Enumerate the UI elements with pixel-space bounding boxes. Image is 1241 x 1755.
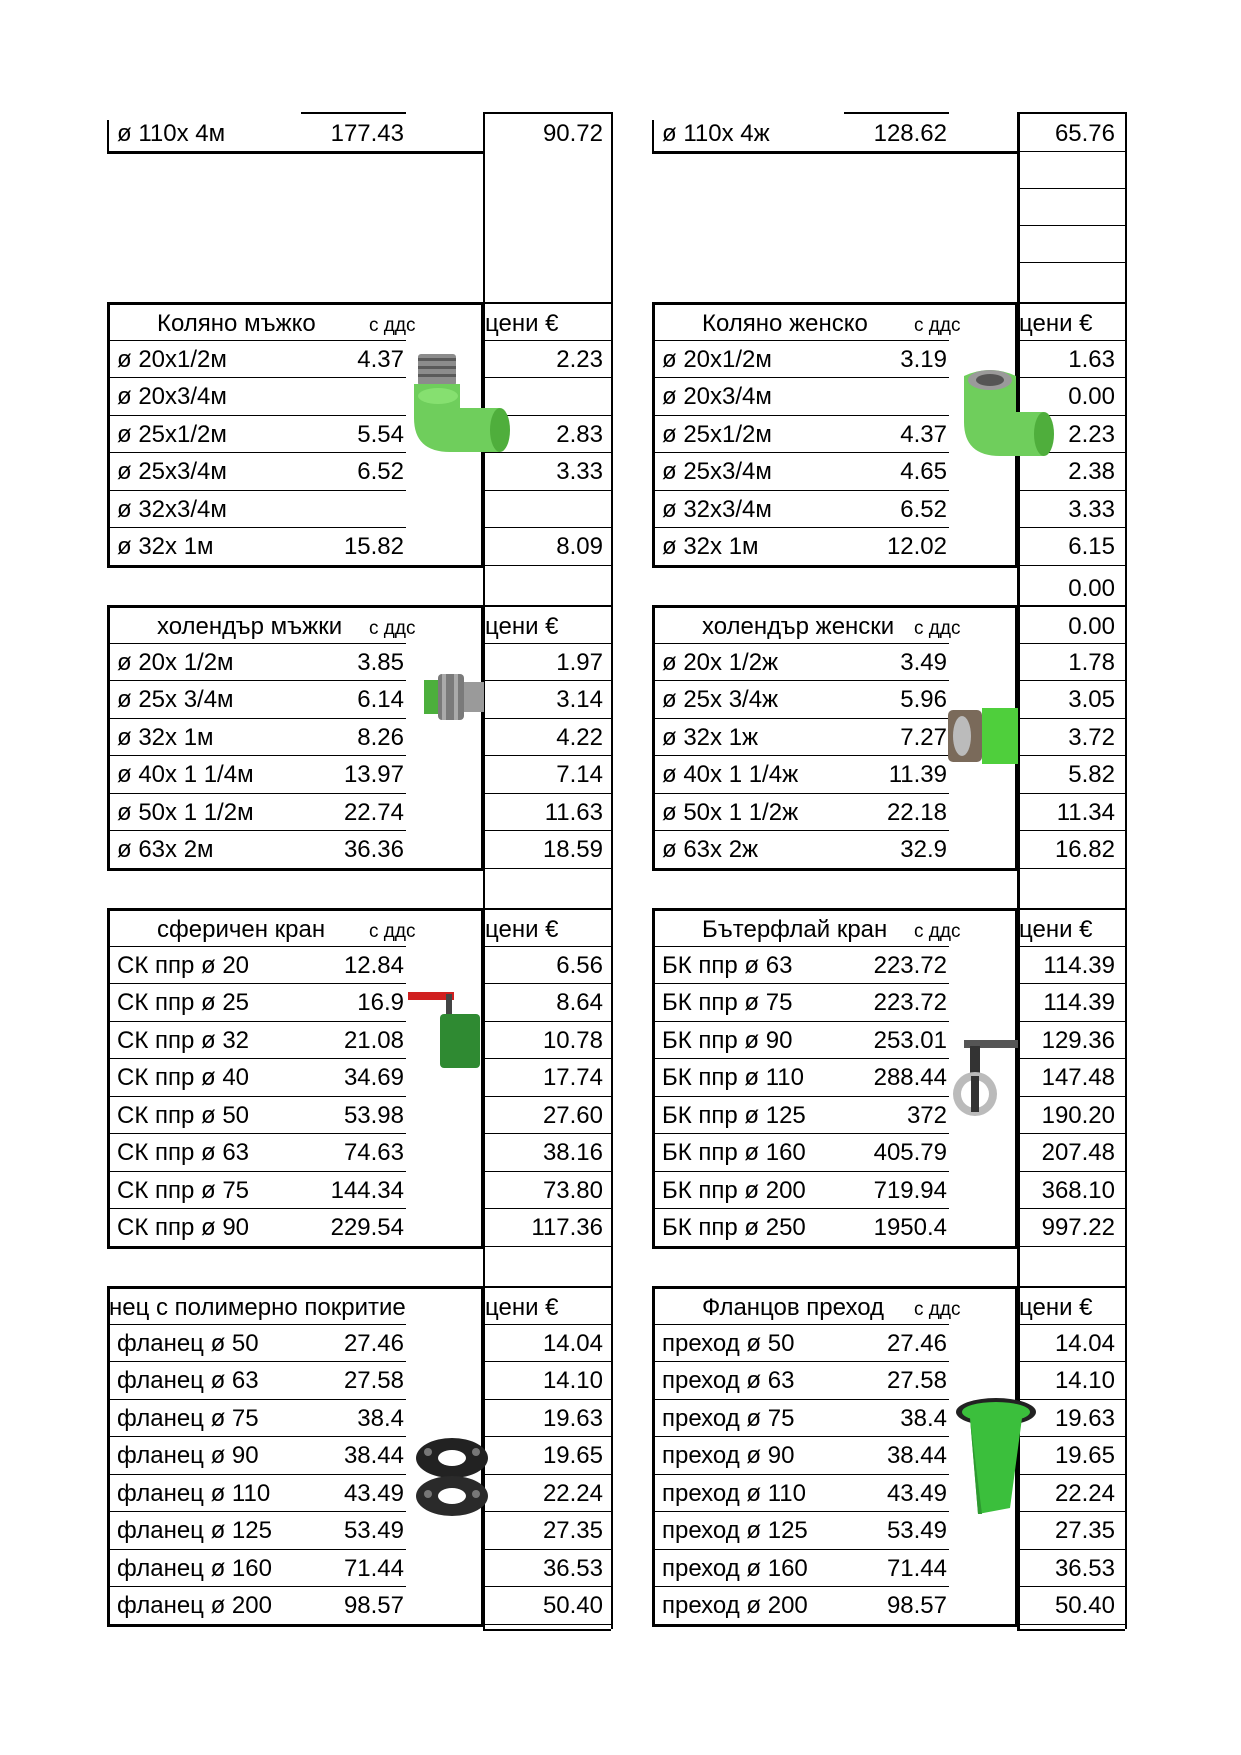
item-name: БК ппр ø 63 (662, 951, 793, 979)
price-eur: 1.78 (1068, 648, 1115, 676)
item-name: ø 20х1/2м (117, 345, 227, 373)
price-bgn: 53.49 (343, 1517, 404, 1544)
price-eur: 207.48 (1041, 1139, 1115, 1166)
item-name: ø 32х 1м (662, 533, 759, 560)
item-name: БК ппр ø 90 (662, 1026, 793, 1054)
price-eur: 2.23 (556, 345, 603, 373)
price-eur: 90.72 (542, 120, 603, 147)
vat-label: с ддс (914, 618, 961, 639)
item-name: ø 110х 4ж (662, 120, 770, 147)
item-name: ø 63х 2ж (662, 836, 759, 863)
price-eur: 1.63 (1068, 345, 1115, 373)
price-bgn: 38.44 (886, 1442, 947, 1469)
price-bgn: 6.14 (357, 686, 404, 713)
eur-header: цени € (1019, 310, 1093, 337)
item-name: фланец ø 63 (117, 1367, 259, 1394)
item-name: ø 25х1/2м (662, 420, 772, 448)
price-bgn: 32.9 (900, 836, 947, 863)
grid-line (1017, 868, 1125, 869)
price-eur: 129.36 (1041, 1026, 1115, 1054)
price-eur: 3.05 (1068, 686, 1115, 713)
grid-line (1017, 565, 1125, 566)
price-bgn: 6.52 (900, 495, 947, 523)
price-eur: 22.24 (1054, 1479, 1115, 1507)
grid-line (1017, 188, 1125, 189)
price-eur: 19.65 (1054, 1442, 1115, 1469)
table-title: Бътерфлай кран (702, 916, 888, 943)
price-eur: 38.16 (542, 1139, 603, 1166)
price-eur: 65.76 (1054, 120, 1115, 147)
item-name: ø 50х 1 1/2м (117, 798, 254, 826)
item-name: ø 25х3/4м (662, 458, 772, 485)
grid-line (483, 1286, 611, 1288)
table-title: нец с полимерно покритие (109, 1294, 406, 1321)
price-eur: 8.09 (556, 533, 603, 560)
price-eur: 11.63 (544, 798, 603, 826)
price-bgn: 144.34 (330, 1176, 404, 1204)
item-name: ø 50х 1 1/2ж (662, 798, 799, 826)
female-union-icon (948, 704, 1020, 768)
item-name: ø 20х3/4м (117, 383, 227, 410)
price-eur: 3.14 (556, 686, 603, 713)
price-bgn: 372 (906, 1101, 947, 1129)
price-eur: 0.00 (1068, 575, 1115, 602)
item-name: фланец ø 90 (117, 1442, 259, 1469)
grid-line (483, 565, 611, 566)
price-eur: 3.33 (556, 458, 603, 485)
price-eur: 190.20 (1041, 1101, 1115, 1129)
price-bgn: 405.79 (873, 1139, 947, 1166)
price-bgn: 11.39 (888, 761, 947, 788)
item-name: СК ппр ø 32 (117, 1026, 250, 1054)
item-name: СК ппр ø 50 (117, 1101, 250, 1129)
price-bgn: 5.96 (900, 686, 947, 713)
price-eur: 3.33 (1068, 495, 1115, 523)
item-name: ø 32х 1м (117, 533, 214, 560)
item-name: СК ппр ø 75 (117, 1176, 250, 1204)
price-eur: 5.82 (1068, 761, 1115, 788)
price-eur: 114.39 (1043, 951, 1115, 979)
table-border (107, 1286, 110, 1627)
item-name: фланец ø 125 (117, 1517, 272, 1544)
price-bgn: 223.72 (873, 989, 947, 1016)
price-eur: 50.40 (1054, 1592, 1115, 1619)
price-bgn: 3.19 (900, 345, 947, 373)
price-bgn: 71.44 (343, 1554, 404, 1582)
grid-line (844, 112, 949, 114)
item-name: БК ппр ø 125 (662, 1101, 806, 1129)
vat-label: с ддс (369, 315, 416, 336)
price-eur: 10.78 (542, 1026, 603, 1054)
eur-column-border (483, 112, 611, 114)
price-eur: 368.10 (1041, 1176, 1115, 1204)
table-border (652, 908, 655, 1249)
item-name: фланец ø 200 (117, 1592, 272, 1619)
vat-label: с ддс (369, 921, 416, 942)
item-name: ø 25х1/2м (117, 420, 227, 448)
price-eur: 14.10 (1054, 1367, 1115, 1394)
price-eur: 147.48 (1041, 1064, 1115, 1091)
price-eur: 1.97 (556, 648, 603, 676)
item-name: преход ø 63 (662, 1367, 795, 1394)
price-eur: 8.64 (556, 989, 603, 1016)
price-bgn: 38.4 (357, 1404, 404, 1432)
grid-line (1017, 908, 1125, 910)
eur-column-border (483, 1629, 611, 1631)
eur-column-border (1017, 1629, 1125, 1631)
price-bgn: 43.49 (886, 1479, 947, 1507)
price-bgn: 98.57 (343, 1592, 404, 1619)
price-eur: 14.04 (1054, 1329, 1115, 1357)
flange-adapter-icon (948, 1396, 1038, 1518)
table-title: сферичен кран (157, 916, 326, 943)
table-border (652, 151, 1017, 154)
grid-line (1017, 262, 1125, 263)
item-name: СК ппр ø 63 (117, 1139, 250, 1166)
vat-label: с ддс (914, 921, 961, 942)
price-bgn: 38.4 (900, 1404, 947, 1432)
price-bgn: 13.97 (343, 761, 404, 788)
table-border (652, 120, 654, 153)
male-elbow-icon (410, 348, 520, 458)
eur-column-border (1017, 112, 1125, 114)
price-bgn: 15.82 (343, 533, 404, 560)
price-eur: 14.10 (542, 1367, 603, 1394)
price-eur: 2.38 (1068, 458, 1115, 485)
price-bgn: 253.01 (873, 1026, 947, 1054)
item-name: ø 20х1/2м (662, 345, 772, 373)
item-name: СК ппр ø 25 (117, 989, 250, 1016)
price-bgn: 43.49 (343, 1479, 404, 1507)
item-name: ø 32х 1ж (662, 723, 759, 751)
item-name: фланец ø 50 (117, 1329, 259, 1357)
price-bgn: 98.57 (886, 1592, 947, 1619)
item-name: БК ппр ø 200 (662, 1176, 806, 1204)
eur-header: цени € (485, 310, 559, 337)
price-bgn: 12.02 (886, 533, 947, 560)
item-name: преход ø 110 (662, 1479, 806, 1507)
grid-line (483, 302, 611, 304)
price-eur: 19.65 (542, 1442, 603, 1469)
price-bgn: 21.08 (343, 1026, 404, 1054)
price-bgn: 27.58 (886, 1367, 947, 1394)
price-eur: 6.56 (556, 951, 603, 979)
price-bgn: 53.98 (343, 1101, 404, 1129)
butterfly-valve-icon (950, 1036, 1022, 1120)
price-eur: 27.35 (1054, 1517, 1115, 1544)
grid-line (483, 605, 611, 607)
grid-line (483, 868, 611, 869)
price-eur: 0.00 (1068, 613, 1115, 640)
price-bgn: 4.37 (900, 420, 947, 448)
table-title: Фланцов преход (702, 1294, 885, 1321)
grid-line (301, 112, 406, 114)
male-union-icon (424, 672, 486, 722)
price-bgn: 53.49 (886, 1517, 947, 1544)
item-name: ø 20х 1/2м (117, 648, 234, 676)
grid-line (483, 1246, 611, 1247)
price-eur: 997.22 (1041, 1214, 1115, 1241)
item-name: ø 32х3/4м (662, 495, 772, 523)
flange-icon (414, 1434, 490, 1520)
item-name: БК ппр ø 250 (662, 1214, 806, 1241)
item-name: ø 32х 1м (117, 723, 214, 751)
item-name: фланец ø 160 (117, 1554, 272, 1582)
item-name: ø 20х3/4м (662, 383, 772, 410)
price-bgn: 5.54 (357, 420, 404, 448)
price-bgn: 8.26 (357, 723, 404, 751)
grid-line (1017, 1624, 1125, 1625)
price-bgn: 27.58 (343, 1367, 404, 1394)
price-bgn: 16.9 (357, 989, 404, 1016)
table-title: Коляно женско (702, 310, 868, 337)
item-name: ø 25х 3/4м (117, 686, 234, 713)
price-bgn: 71.44 (886, 1554, 947, 1582)
price-eur: 117.36 (531, 1214, 603, 1241)
eur-header: цени € (485, 613, 559, 640)
item-name: ø 25х 3/4ж (662, 686, 779, 713)
price-bgn: 27.46 (343, 1329, 404, 1357)
grid-line (1017, 605, 1125, 607)
table-border (107, 151, 483, 154)
item-name: преход ø 125 (662, 1517, 808, 1544)
price-bgn: 74.63 (343, 1139, 404, 1166)
price-eur: 19.63 (542, 1404, 603, 1432)
price-eur: 4.22 (556, 723, 603, 751)
eur-header: цени € (485, 916, 559, 943)
price-bgn: 4.37 (357, 345, 404, 373)
price-eur: 114.39 (1043, 989, 1115, 1016)
price-bgn: 22.18 (886, 798, 947, 826)
price-bgn: 719.94 (873, 1176, 947, 1204)
grid-line (483, 490, 611, 491)
price-bgn: 4.65 (900, 458, 947, 485)
item-name: СК ппр ø 20 (117, 951, 250, 979)
price-eur: 50.40 (542, 1592, 603, 1619)
price-bgn: 3.49 (900, 648, 947, 676)
price-bgn: 288.44 (873, 1064, 947, 1091)
item-name: БК ппр ø 160 (662, 1139, 806, 1166)
item-name: преход ø 90 (662, 1442, 795, 1469)
item-name: ø 40х 1 1/4м (117, 761, 254, 788)
table-title: Коляно мъжко (157, 310, 316, 337)
price-bgn: 223.72 (873, 951, 947, 979)
vat-label: с ддс (914, 1299, 961, 1320)
price-bgn: 34.69 (343, 1064, 404, 1091)
price-eur: 18.59 (542, 836, 603, 863)
grid-line (1017, 302, 1125, 304)
price-bgn: 27.46 (886, 1329, 947, 1357)
price-bgn: 3.85 (357, 648, 404, 676)
price-bgn: 36.36 (343, 836, 404, 863)
grid-line (1017, 225, 1125, 226)
item-name: ø 20х 1/2ж (662, 648, 779, 676)
item-name: фланец ø 110 (117, 1479, 271, 1507)
item-name: БК ппр ø 110 (662, 1064, 804, 1091)
price-eur: 19.63 (1054, 1404, 1115, 1432)
table-title: холендър мъжки (157, 613, 343, 640)
price-eur: 36.53 (542, 1554, 603, 1582)
grid-line (1017, 1246, 1125, 1247)
price-eur: 16.82 (1054, 836, 1115, 863)
item-name: ø 32х3/4м (117, 495, 227, 523)
eur-header: цени € (1019, 1294, 1093, 1321)
price-eur: 36.53 (1054, 1554, 1115, 1582)
table-border (107, 908, 110, 1249)
price-eur: 73.80 (542, 1176, 603, 1204)
price-eur: 27.60 (542, 1101, 603, 1129)
item-name: СК ппр ø 40 (117, 1064, 250, 1091)
price-bgn: 177.43 (330, 120, 404, 147)
price-eur: 14.04 (542, 1329, 603, 1357)
price-bgn: 128.62 (873, 120, 947, 147)
table-border (652, 1286, 655, 1627)
vat-label: с ддс (914, 315, 961, 336)
price-bgn: 12.84 (343, 951, 404, 979)
price-eur: 2.23 (1068, 420, 1115, 448)
female-elbow-icon (960, 368, 1060, 460)
item-name: ø 63х 2м (117, 836, 214, 863)
item-name: ø 40х 1 1/4ж (662, 761, 799, 788)
item-name: фланец ø 75 (117, 1404, 259, 1432)
grid-line (1017, 151, 1125, 152)
price-eur: 27.35 (542, 1517, 603, 1544)
table-title: холендър женски (702, 613, 895, 640)
grid-line (1017, 1286, 1125, 1288)
price-bgn: 1950.4 (873, 1214, 947, 1241)
price-eur: 6.15 (1068, 533, 1115, 560)
grid-line (483, 908, 611, 910)
price-eur: 11.34 (1056, 798, 1115, 826)
price-bgn: 229.54 (330, 1214, 404, 1241)
item-name: ø 25х3/4м (117, 458, 227, 485)
item-name: преход ø 75 (662, 1404, 795, 1432)
table-border (107, 120, 109, 153)
item-name: ø 110х 4м (117, 120, 226, 147)
price-eur: 0.00 (1068, 383, 1115, 410)
eur-header: цени € (485, 1294, 559, 1321)
item-name: БК ппр ø 75 (662, 989, 793, 1016)
item-name: преход ø 160 (662, 1554, 808, 1582)
price-bgn: 38.44 (343, 1442, 404, 1469)
vat-label: с ддс (369, 618, 416, 639)
price-bgn: 7.27 (900, 723, 947, 751)
eur-header: цени € (1019, 916, 1093, 943)
price-eur: 22.24 (542, 1479, 603, 1507)
price-bgn: 22.74 (343, 798, 404, 826)
price-eur: 2.83 (556, 420, 603, 448)
item-name: СК ппр ø 90 (117, 1214, 250, 1241)
price-bgn: 6.52 (357, 458, 404, 485)
price-eur: 3.72 (1068, 723, 1115, 751)
ball-valve-icon (408, 990, 488, 1070)
price-eur: 7.14 (556, 761, 603, 788)
price-eur: 17.74 (542, 1064, 603, 1091)
grid-line (483, 1624, 611, 1625)
item-name: преход ø 50 (662, 1329, 795, 1357)
item-name: преход ø 200 (662, 1592, 808, 1619)
eur-column-border (611, 112, 613, 1629)
